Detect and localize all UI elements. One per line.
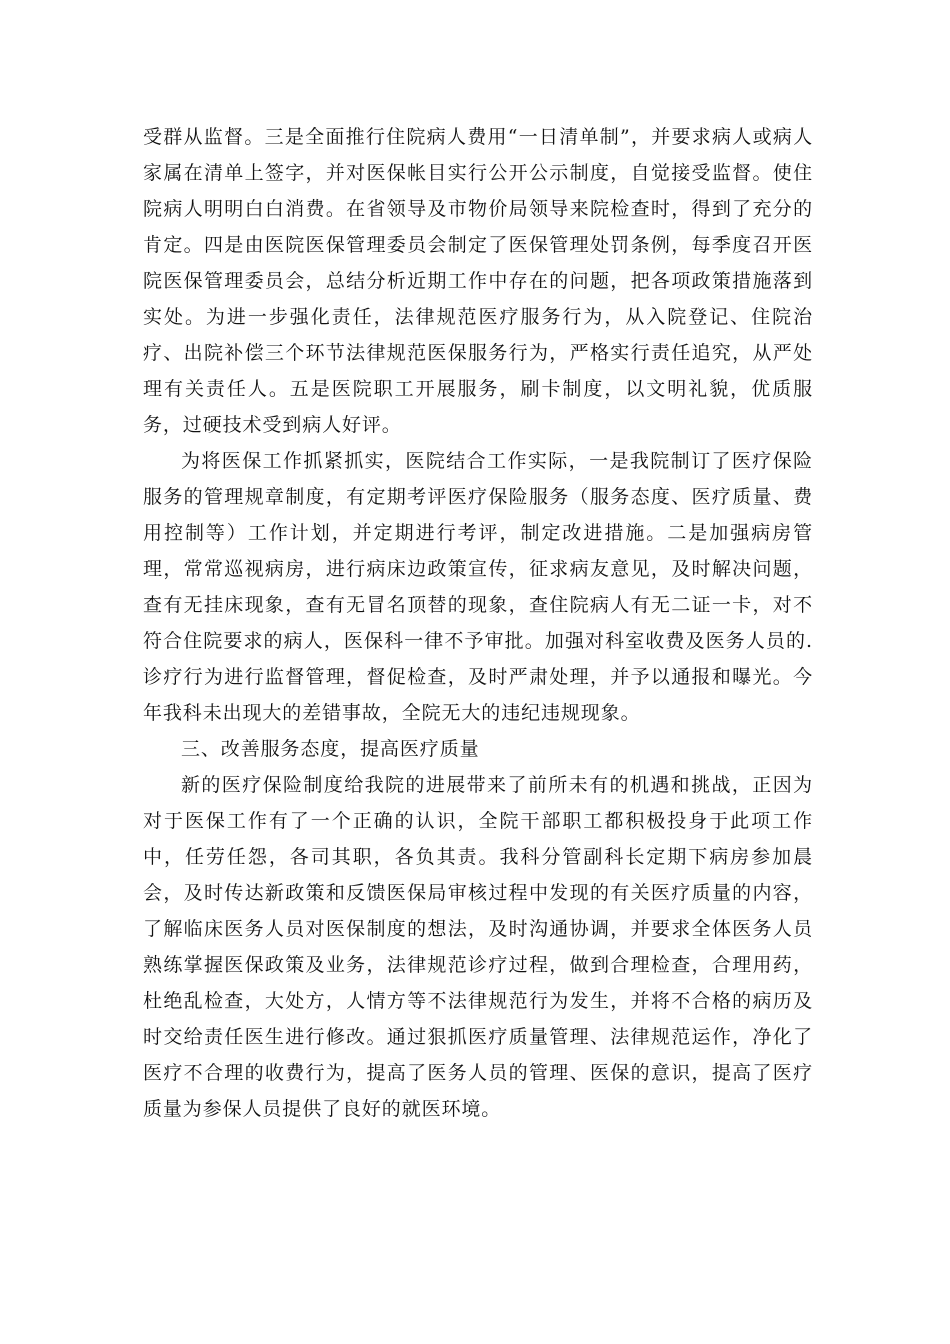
document-body <box>143 119 813 1127</box>
paragraph-1: 受群从监督。三是全面推行住院病人费用“一日清单制”，并要求病人或病人家属在清单上签字，并对医保帐目实行公开公示制度，自觉接受监督。使住院病人明明白白消费。在省领导及市物价局领导来院检查时，得到了充分的肯定。四是由医院医保管理委员会制定了医保管理处罚条例，每季度召开医院医保管理委员会，总结分析近期工作中存在的问题，把各项政策措施落到实处。为进一步强化责任，法律规范医疗服务行为，从入院登记、住院治疗、出院补偿三个环节法律规范医保服务行为，严格实行责任追究，从严处理有关责任人。五是医院职工开展服务，刷卡制度，以文明礼貌，优质服务，过硬技术受到病人好评。 <box>143 126 813 436</box>
paragraph-2: 为将医保工作抓紧抓实，医院结合工作实际，一是我院制订了医疗保险服务的管理规章制度，有定期考评医疗保险服务（服务态度、医疗质量、费用控制等）工作计划，并定期进行考评，制定改进措施。二是加强病房管理，常常巡视病房，进行病床边政策宣传，征求病友意见，及时解决问题，查有无挂床现象，查有无冒名顶替的现象，查住院病人有无二证一卡，对不符合住院要求的病人，医保科一律不予审批。加强对科室收费及医务人员的.诊疗行为进行监督管理，督促检查，及时严肃处理，并予以通报和曝光。今年我科未出现大的差错事故，全院无大的违纪违规现象。 <box>143 450 813 724</box>
section-heading: 三、改善服务态度，提高医疗质量 <box>181 738 480 760</box>
paragraph-3: 新的医疗保险制度给我院的进展带来了前所未有的机遇和挑战，正因为对于医保工作有了一个正确的认识，全院干部职工都积极投身于此项工作中，任劳任怨，各司其职，各负其责。我科分管副科长定期下病房参加晨会，及时传达新政策和反馈医保局审核过程中发现的有关医疗质量的内容，了解临床医务人员对医保制度的想法，及时沟通协调，并要求全体医务人员熟练掌握医保政策及业务，法律规范诊疗过程，做到合理检查，合理用药，杜绝乱检查，大处方，人情方等不法律规范行为发生，并将不合格的病历及时交给责任医生进行修改。通过狠抓医疗质量管理、法律规范运作，净化了医疗不合理的收费行为，提高了医务人员的管理、医保的意识，提高了医疗质量为参保人员提供了良好的就医环境。 <box>143 774 813 1120</box>
